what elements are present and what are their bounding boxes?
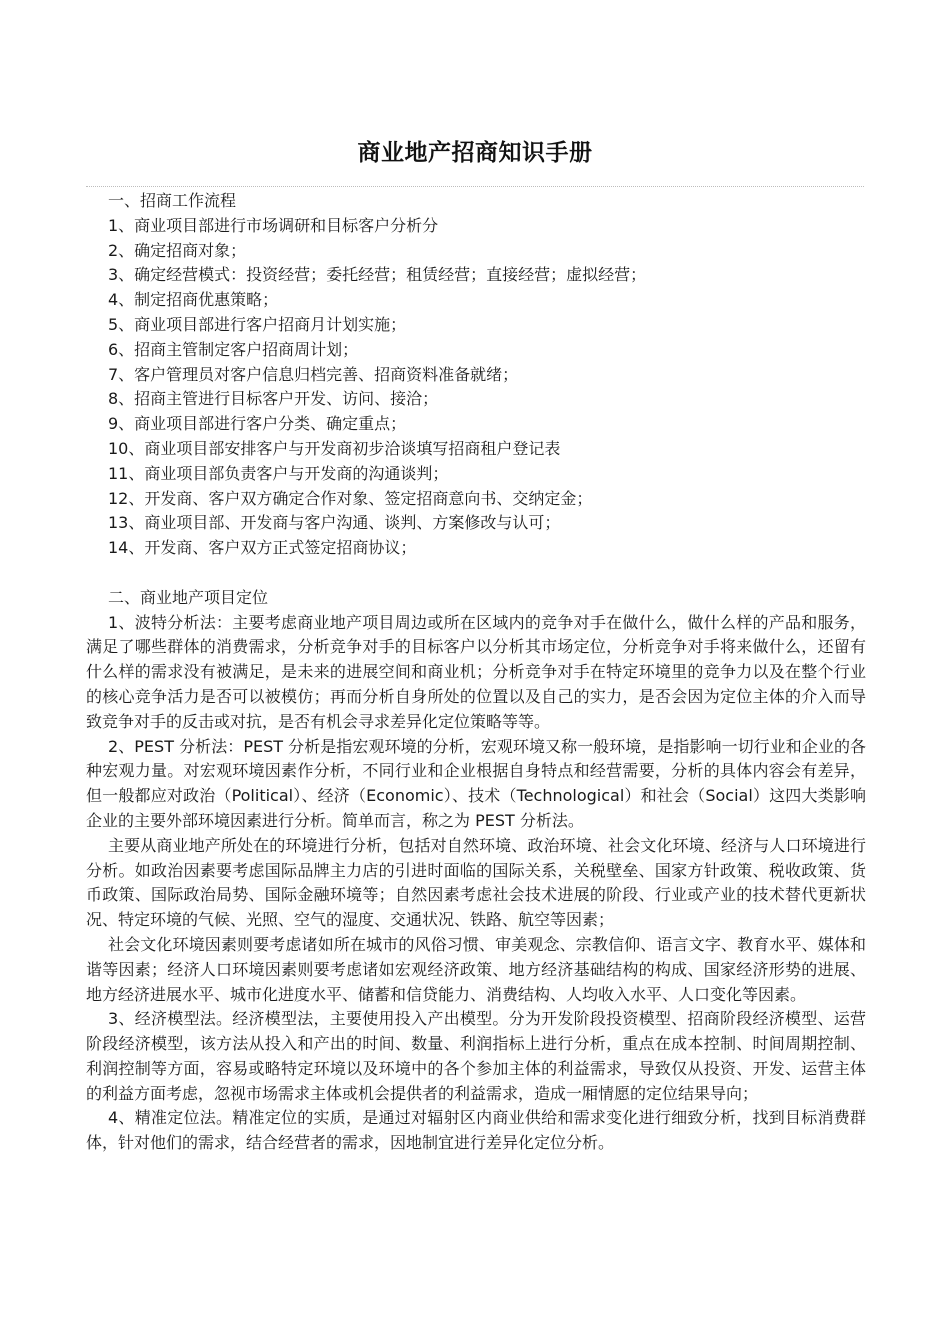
list-item: 4、制定招商优惠策略； xyxy=(108,290,279,310)
list-item: 1、商业项目部进行市场调研和目标客户分析分 xyxy=(108,215,439,235)
section-heading-workflow: 一、招商工作流程 xyxy=(108,191,237,210)
paragraph-social-economic-factors: 社会文化环境因素则要考虑诸如所在城市的风俗习惯、审美观念、宗教信仰、语言文字、教育水平、媒体和谐等因素；经济人口环境因素则要考虑诸如宏观经济政策、地方经济基础结构的构成、国家经济形势的进展、地方经济进展水平、城市化进度水平、储蓄和信贷能力、消费结构、人均收入水平、人口变化等因素。 xyxy=(86,934,866,1004)
list-item: 6、招商主管制定客户招商周计划； xyxy=(108,339,359,359)
list-item: 7、客户管理员对客户信息归档完善、招商资料准备就绪； xyxy=(108,364,519,384)
list-item: 13、商业项目部、开发商与客户沟通、谈判、方案修改与认可； xyxy=(108,513,561,533)
list-item: 8、招商主管进行目标客户开发、访问、接洽； xyxy=(108,389,439,409)
paragraph-pest-analysis: 2、PEST 分析法：PEST 分析是指宏观环境的分析，宏观环境又称一般环境，是指影响一切行业和企业的各种宏观力量。对宏观环境因素作分析，不同行业和企业根据自身特点和经营需要，分析的具体内容会有差异，但一般都应对政治（Political）、经济（Economic）、技术（Technological）和社会（Social）这四大类影响企业的主要外部环境因素进行分析。简单而言，称之为 PEST 分析法。 xyxy=(86,736,866,830)
list-item: 3、确定经营模式：投资经营；委托经营；租赁经营；直接经营；虚拟经营； xyxy=(108,265,647,285)
document-body xyxy=(86,189,866,1156)
list-item: 5、商业项目部进行客户招商月计划实施； xyxy=(108,314,407,334)
list-item: 14、开发商、客户双方正式签定招商协议； xyxy=(108,538,417,558)
list-item: 10、商业项目部安排客户与开发商初步洽谈填写招商租户登记表 xyxy=(108,438,561,458)
list-item: 9、商业项目部进行客户分类、确定重点； xyxy=(108,414,407,434)
list-item: 12、开发商、客户双方确定合作对象、签定招商意向书、交纳定金； xyxy=(108,488,593,508)
paragraph-economic-model: 3、经济模型法。经济模型法，主要使用投入产出模型。分为开发阶段投资模型、招商阶段经济模型、运营阶段经济模型，该方法从投入和产出的时间、数量、利润指标上进行分析，重点在成本控制、时间周期控制、利润控制等方面，容易或略特定环境以及环境中的各个参加主体的利益需求，导致仅从投资、开发、运营主体的利益方面考虑，忽视市场需求主体或机会提供者的利益需求，造成一厢情愿的定位结果导向； xyxy=(86,1009,866,1103)
list-item: 2、确定招商对象； xyxy=(108,240,247,260)
section-spacer xyxy=(86,561,866,586)
list-item: 11、商业项目部负责客户与开发商的沟通谈判； xyxy=(108,463,449,483)
document-title: 商业地产招商知识手册 xyxy=(357,140,593,166)
paragraph-precise-positioning: 4、精准定位法。精准定位的实质，是通过对辐射区内商业供给和需求变化进行细致分析，找到目标消费群体，针对他们的需求，结合经营者的需求，因地制宜进行差异化定位分析。 xyxy=(86,1108,866,1153)
paragraph-porter-analysis: 1、波特分析法：主要考虑商业地产项目周边或所在区域内的竞争对手在做什么，做什么样的产品和服务，满足了哪些群体的消费需求，分析竞争对手的目标客户以分析其市场定位，分析竞争对手将来做什么，还留有什么样的需求没有被满足，是未来的进展空间和商业机；分析竞争对手在特定环境里的竞争力以及在整个行业的核心竞争活力是否可以被模仿；再而分析自身所处的位置以及自己的实力，是否会因为定位主体的介入而导致竞争对手的反击或对抗，是否有机会寻求差异化定位策略等等。 xyxy=(86,612,866,731)
title-divider xyxy=(86,186,864,187)
paragraph-environment-analysis: 主要从商业地产所处在的环境进行分析，包括对自然环境、政治环境、社会文化环境、经济与人口环境进行分析。如政治因素要考虑国际品牌主力店的引进时面临的国际关系，关税壁垒、国家方针政策、税收政策、货币政策、国际政治局势、国际金融环境等；自然因素考虑社会技术进展的阶段、行业或产业的技术替代更新状况、特定环境的气候、光照、空气的湿度、交通状况、铁路、航空等因素； xyxy=(86,835,866,930)
section-heading-positioning: 二、商业地产项目定位 xyxy=(108,587,269,607)
